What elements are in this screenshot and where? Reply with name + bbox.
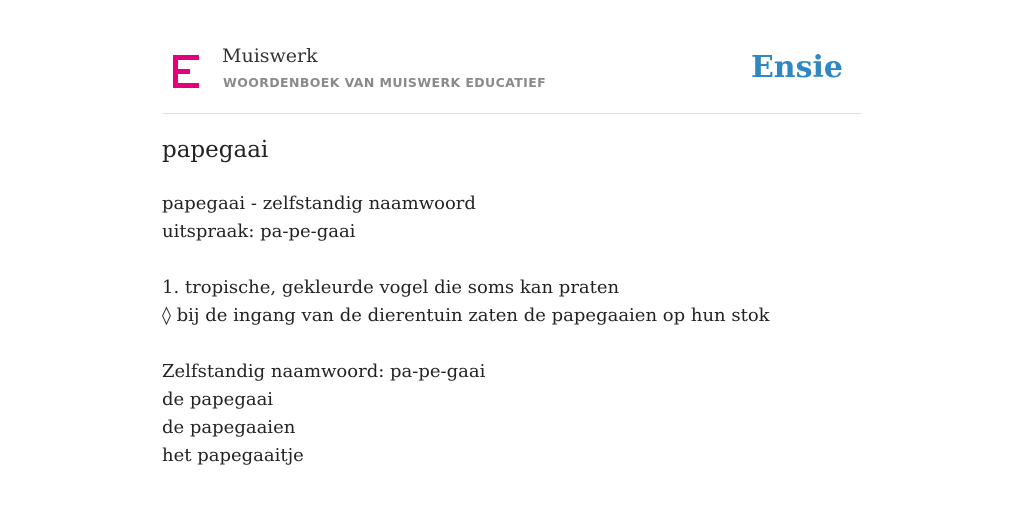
muiswerk-logo-icon[interactable] xyxy=(173,55,199,88)
entry-definition: 1. tropische, gekleurde vogel die soms kan praten xyxy=(162,277,620,298)
entry-content xyxy=(162,190,770,470)
entry-heading-line: papegaai - zelfstandig naamwoord xyxy=(162,193,476,214)
entry-example: ◊ bij de ingang van de dierentuin zaten de papegaaien op hun stok xyxy=(162,305,770,326)
spacer xyxy=(162,330,770,358)
logo-bar-bottom xyxy=(173,83,199,88)
form-item: de papegaaien xyxy=(162,417,296,438)
brand-subtitle: WOORDENBOEK VAN MUISWERK EDUCATIEF xyxy=(223,75,547,90)
form-item: de papegaai xyxy=(162,389,274,410)
logo-bar-top xyxy=(173,55,199,60)
forms-heading: Zelfstandig naamwoord: pa-pe-gaai xyxy=(162,361,486,382)
logo-bar-middle xyxy=(173,69,190,74)
page-title: papegaai xyxy=(162,137,269,163)
entry-pronunciation: uitspraak: pa-pe-gaai xyxy=(162,221,356,242)
ensie-logo[interactable]: Ensie xyxy=(750,50,843,85)
spacer xyxy=(162,246,770,274)
site-header xyxy=(162,0,862,114)
page xyxy=(162,0,862,466)
brand-name[interactable]: Muiswerk xyxy=(222,45,318,67)
form-item: het papegaaitje xyxy=(162,445,304,466)
